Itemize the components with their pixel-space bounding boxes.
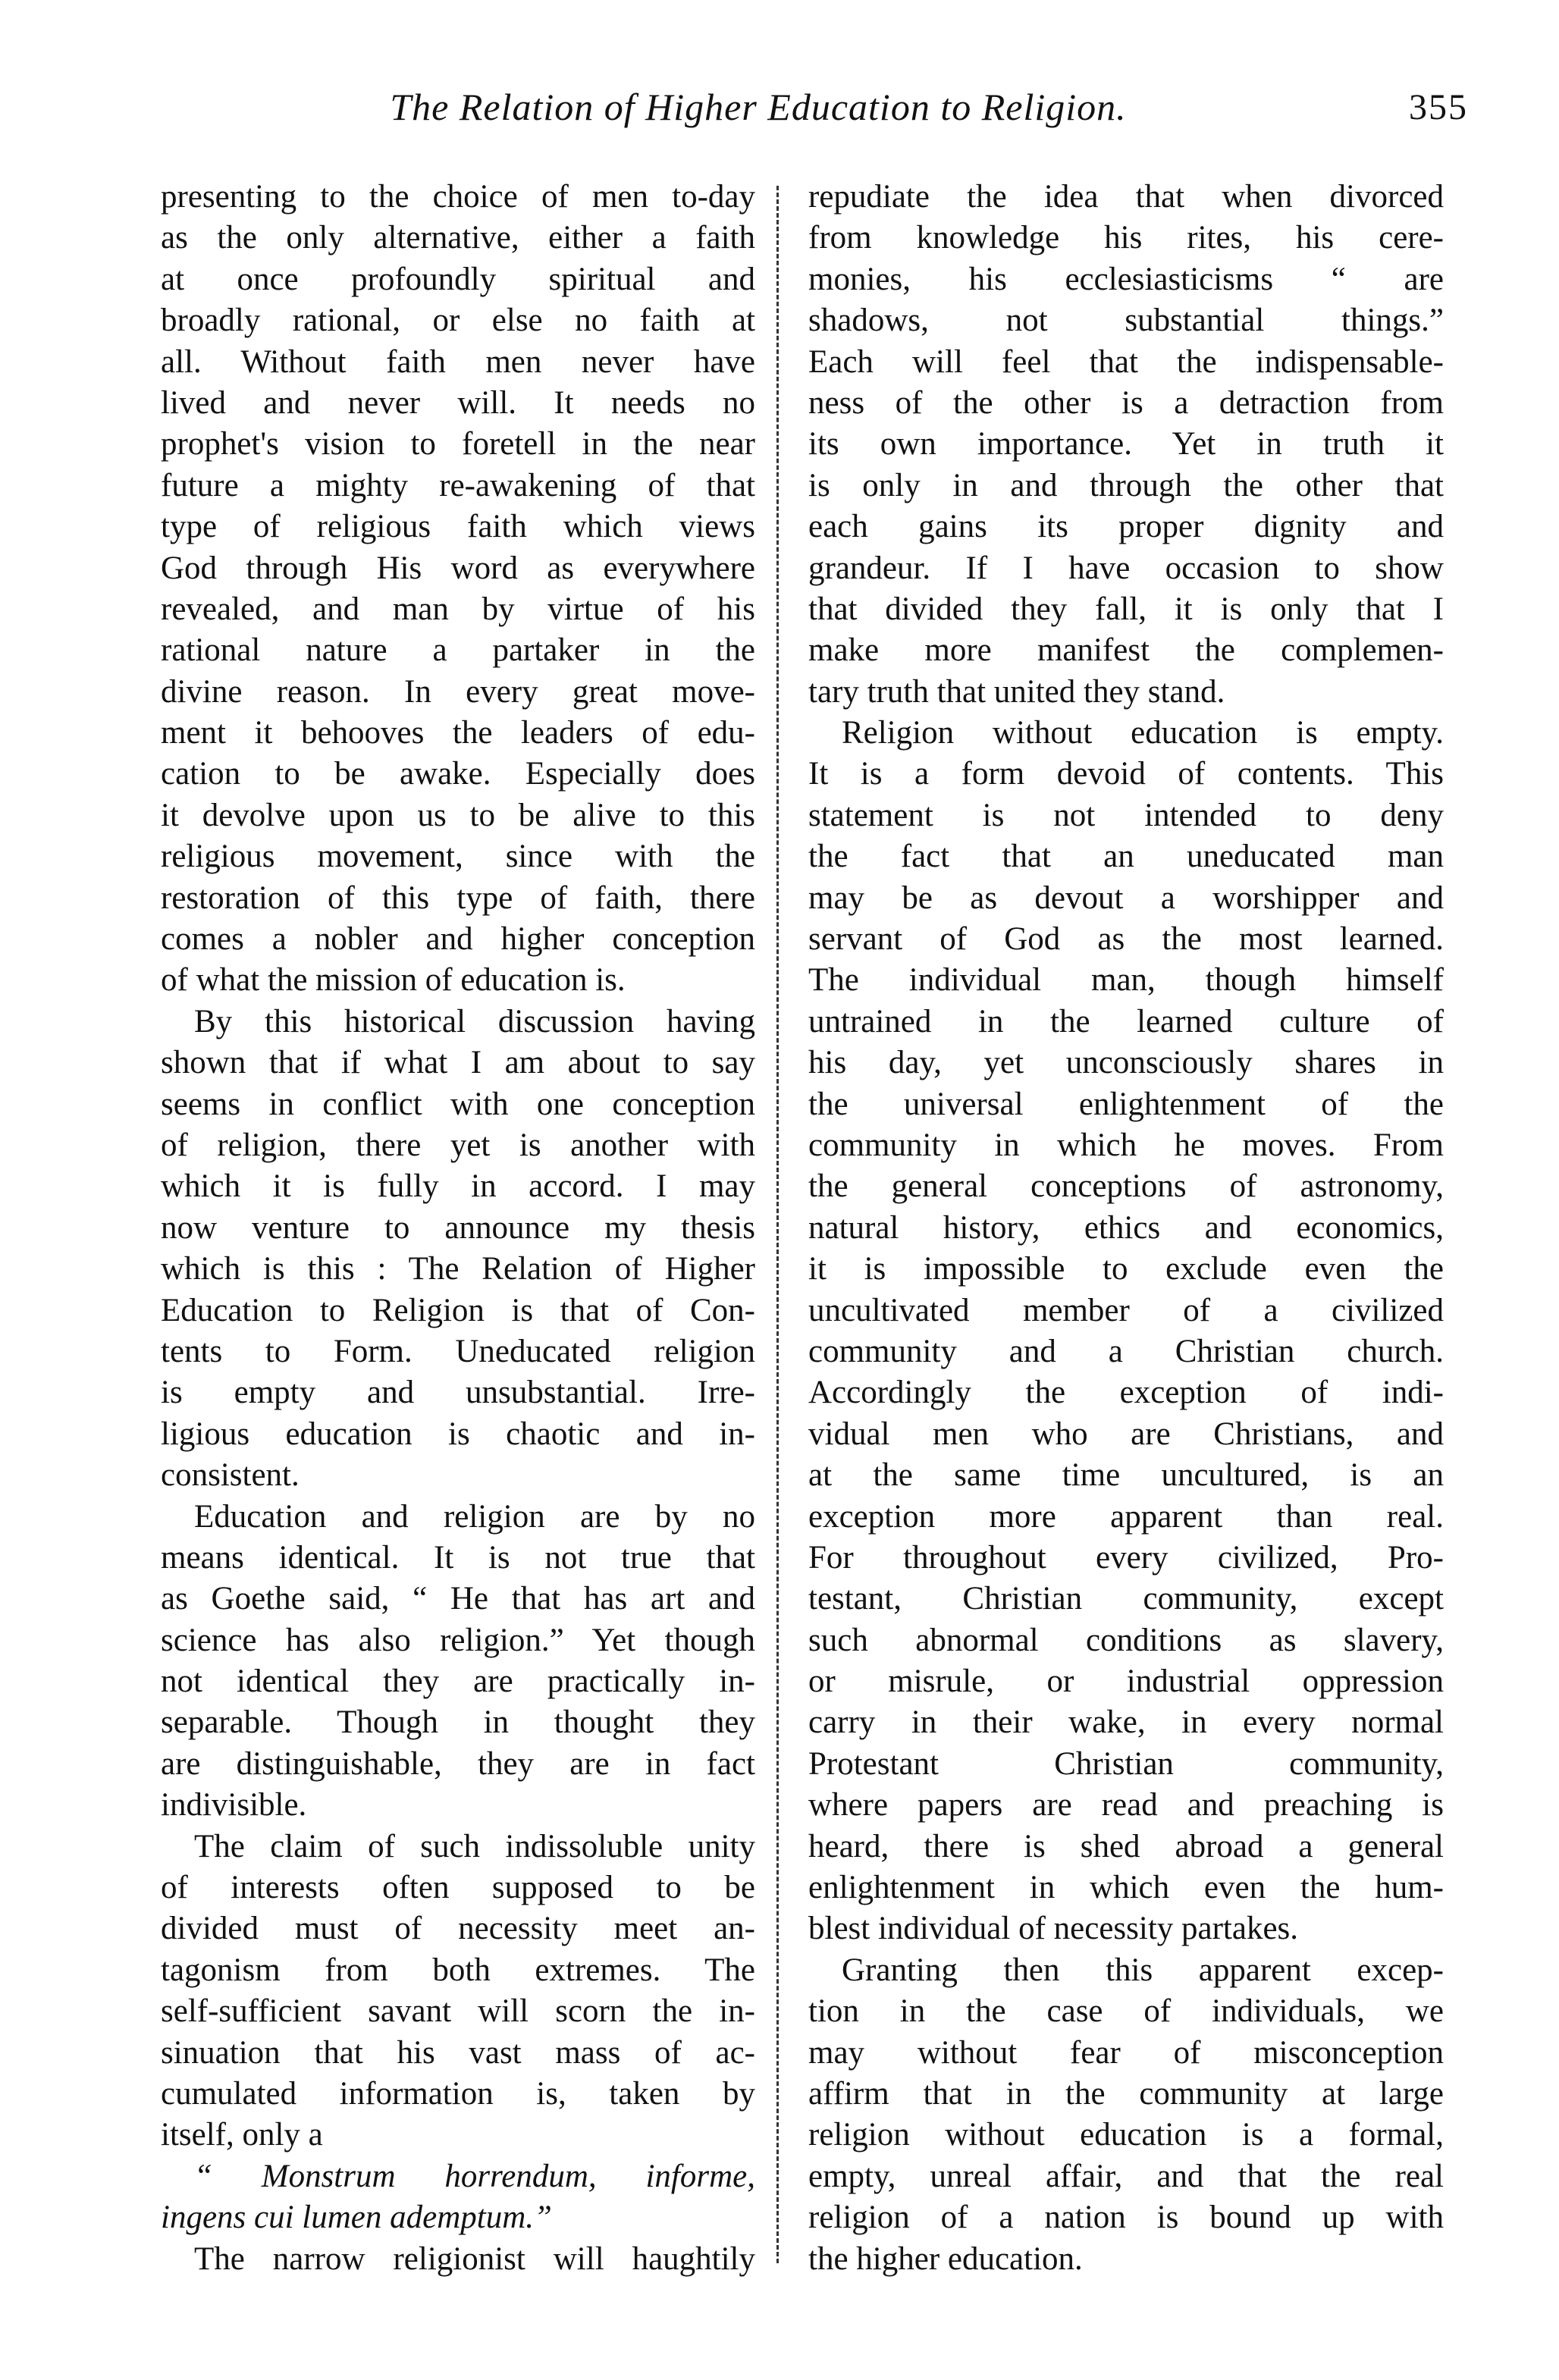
text-line: heard, there is shed abroad a general [808,1828,1444,1864]
text-line: seems in conflict with one conception [161,1086,755,1122]
text-line: For throughout every civilized, Pro- [808,1539,1444,1576]
text-line: lived and never will. It needs no [161,384,755,421]
text-line: untrained in the learned culture of [808,1003,1444,1039]
text-line: Education and religion are by no [194,1498,755,1535]
text-line: at the same time uncultured, is an [808,1457,1444,1494]
text-line: exception more apparent than real. [808,1498,1444,1535]
text-line: affirm that in the community at large [808,2075,1444,2112]
text-line: is empty and unsubstantial. Irre- [161,1375,755,1411]
text-line: all. Without faith men never have [161,343,755,380]
text-line: which it is fully in accord. I may [161,1168,755,1205]
text-line: each gains its proper dignity and [808,509,1444,545]
text-line: the general conceptions of astronomy, [808,1168,1444,1205]
text-line: repudiate the idea that when divorced [808,179,1444,215]
text-line: may be as devout a worshipper and [808,880,1444,916]
running-title: The Relation of Higher Education to Religion. [390,86,1127,128]
text-line: indivisible. [161,1787,307,1823]
text-line: itself, only a [161,2117,323,2153]
text-line: carry in their wake, in every normal [808,1704,1444,1741]
text-line: that divided they fall, it is only that I [808,591,1444,627]
page-header [0,85,1559,138]
text-line: ness of the other is a detraction from [808,384,1444,421]
text-line: tion in the case of individuals, we [808,1993,1444,2030]
left-column [161,177,755,2280]
page-number: 355 [1409,87,1468,127]
text-line: now venture to announce my thesis [161,1209,755,1246]
text-line: ligious education is chaotic and in- [161,1416,755,1452]
text-line: make more manifest the complemen- [808,632,1444,669]
text-line: self-sufficient savant will scorn the in- [161,1993,755,2030]
text-line: his day, yet unconsciously shares in [808,1045,1444,1081]
text-line: statement is not intended to deny [808,797,1444,833]
text-line: presenting to the choice of men to-day [161,179,755,215]
text-line: separable. Though in thought they [161,1704,755,1741]
text-line: at once profoundly spiritual and [161,261,755,297]
text-line: Education to Religion is that of Con- [161,1292,755,1328]
text-line: religion of a nation is bound up with [808,2200,1444,2236]
text-line: from knowledge his rites, his cere- [808,220,1444,256]
text-line: cation to be awake. Especially does [161,756,755,792]
text-line: tents to Form. Uneducated religion [161,1333,755,1369]
text-line: of what the mission of education is. [161,962,626,999]
text-line: cumulated information is, taken by [161,2075,755,2112]
text-line: divided must of necessity meet an- [161,1911,755,1947]
text-line: It is a form devoid of contents. This [808,756,1444,792]
text-line: the fact that an uneducated man [808,839,1444,875]
text-line: as Goethe said, “ He that has art and [161,1581,755,1617]
text-line: shadows, not substantial things.” [808,303,1444,339]
text-line: restoration of this type of faith, there [161,880,755,916]
quotation-line: “ Monstrum horrendum, informe, [194,2158,755,2194]
text-line: or misrule, or industrial oppression [808,1663,1444,1700]
text-line: not identical they are practically in- [161,1663,755,1700]
text-line: the higher education. [808,2240,1083,2277]
text-line: the universal enlightenment of the [808,1086,1444,1122]
text-line: grandeur. If I have occasion to show [808,550,1444,586]
text-line: sinuation that his vast mass of ac- [161,2034,755,2071]
text-line: which is this : The Relation of Higher [161,1251,755,1287]
text-line: comes a nobler and higher conception [161,921,755,958]
text-line: where papers are read and preaching is [808,1787,1444,1823]
text-line: divine reason. In every great move- [161,673,755,710]
text-line: religious movement, since with the [161,839,755,875]
text-line: of interests often supposed to be [161,1870,755,1906]
text-line: science has also religion.” Yet though [161,1622,755,1658]
text-line: shown that if what I am about to say [161,1045,755,1081]
text-line: it is impossible to exclude even the [808,1251,1444,1287]
text-line: Granting then this apparent excep- [842,1952,1444,1988]
text-line: blest individual of necessity partakes. [808,1911,1299,1947]
text-line: empty, unreal affair, and that the real [808,2158,1444,2194]
text-line: Accordingly the exception of indi- [808,1375,1444,1411]
text-line: The individual man, though himself [808,962,1444,999]
right-column [808,177,1444,2280]
text-line: Protestant Christian community, [808,1745,1444,1782]
text-line: its own importance. Yet in truth it [808,426,1444,463]
quotation-line: ingens cui lumen ademptum.” [161,2200,552,2236]
text-line: of religion, there yet is another with [161,1127,755,1163]
text-line: natural history, ethics and economics, [808,1209,1444,1246]
text-line: community in which he moves. From [808,1127,1444,1163]
text-line: consistent. [161,1457,300,1494]
text-line: as the only alternative, either a faith [161,220,755,256]
text-line: revealed, and man by virtue of his [161,591,755,627]
text-line: broadly rational, or else no faith at [161,303,755,339]
text-line: such abnormal conditions as slavery, [808,1622,1444,1658]
text-line: By this historical discussion having [194,1003,755,1039]
column-divider [776,186,779,2263]
text-line: are distinguishable, they are in fact [161,1745,755,1782]
text-line: is only in and through the other that [808,467,1444,503]
text-line: ment it behooves the leaders of edu- [161,715,755,751]
text-line: vidual men who are Christians, and [808,1416,1444,1452]
text-line: monies, his ecclesiasticisms “ are [808,261,1444,297]
text-line: Religion without education is empty. [842,715,1444,751]
text-line: means identical. It is not true that [161,1539,755,1576]
text-line: community and a Christian church. [808,1333,1444,1369]
text-line: The narrow religionist will haughtily [194,2240,755,2277]
text-line: uncultivated member of a civilized [808,1292,1444,1328]
text-line: future a mighty re-awakening of that [161,467,755,503]
text-line: tagonism from both extremes. The [161,1952,755,1988]
text-line: testant, Christian community, except [808,1581,1444,1617]
text-line: servant of God as the most learned. [808,921,1444,958]
text-line: it devolve upon us to be alive to this [161,797,755,833]
text-line: The claim of such indissoluble unity [194,1828,755,1864]
text-line: prophet's vision to foretell in the near [161,426,755,463]
text-line: type of religious faith which views [161,509,755,545]
text-line: God through His word as everywhere [161,550,755,586]
text-line: Each will feel that the indispensable- [808,343,1444,380]
text-line: rational nature a partaker in the [161,632,755,669]
text-line: religion without education is a formal, [808,2117,1444,2153]
text-line: tary truth that united they stand. [808,673,1225,710]
text-line: may without fear of misconception [808,2034,1444,2071]
text-line: enlightenment in which even the hum- [808,1870,1444,1906]
